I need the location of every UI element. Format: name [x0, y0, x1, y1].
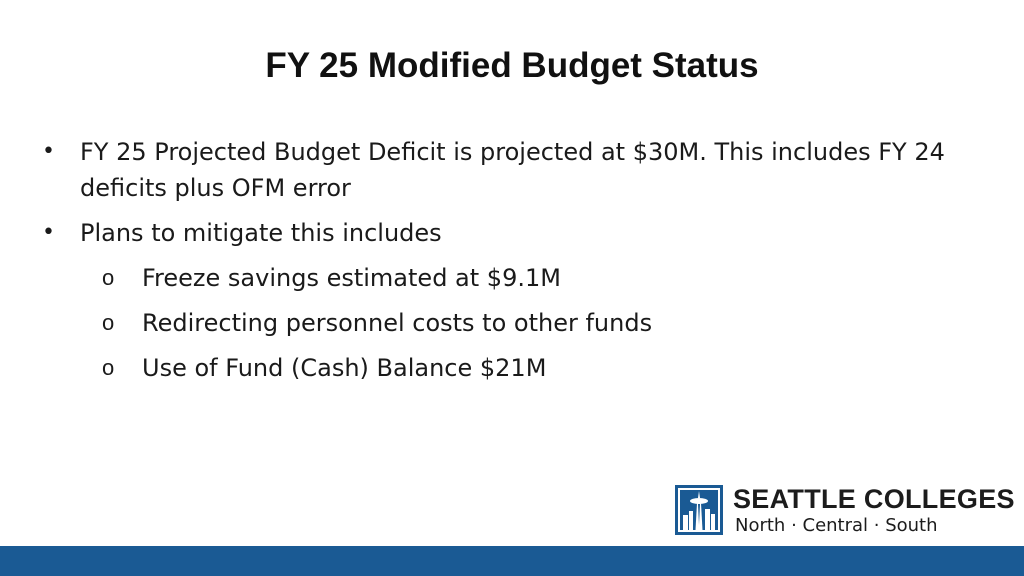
bullet-list — [0, 134, 1000, 395]
sub-bullet-marker: o — [102, 355, 115, 380]
space-needle-logo-icon — [675, 485, 723, 535]
bullet-text: FY 25 Projected Budget Deficit is projected at $30M. This includes FY 24 deficits plus OFM error — [80, 138, 945, 202]
slide-title: FY 25 Modified Budget Status — [265, 46, 759, 85]
bullet-text: Plans to mitigate this includes — [80, 219, 442, 247]
footer-bar — [0, 546, 1024, 576]
logo-wordmark: SEATTLE COLLEGES — [733, 484, 1015, 514]
sub-bullet-marker: o — [102, 265, 115, 290]
sub-bullet-text: Redirecting personnel costs to other funds — [142, 309, 653, 337]
sub-bullet-item — [0, 305, 962, 341]
sub-bullet-item — [0, 350, 962, 386]
sub-bullet-text: Freeze savings estimated at $9.1M — [142, 264, 561, 292]
bullet-marker: • — [42, 220, 55, 245]
logo-tagline: North · Central · South — [735, 515, 938, 536]
bullet-item — [0, 134, 960, 206]
sub-bullet-text: Use of Fund (Cash) Balance $21M — [142, 354, 547, 382]
sub-bullet-marker: o — [102, 310, 115, 335]
bullet-item — [0, 215, 960, 251]
bullet-marker: • — [42, 139, 55, 164]
seattle-colleges-logo — [675, 483, 1015, 539]
sub-bullet-item — [0, 260, 962, 296]
